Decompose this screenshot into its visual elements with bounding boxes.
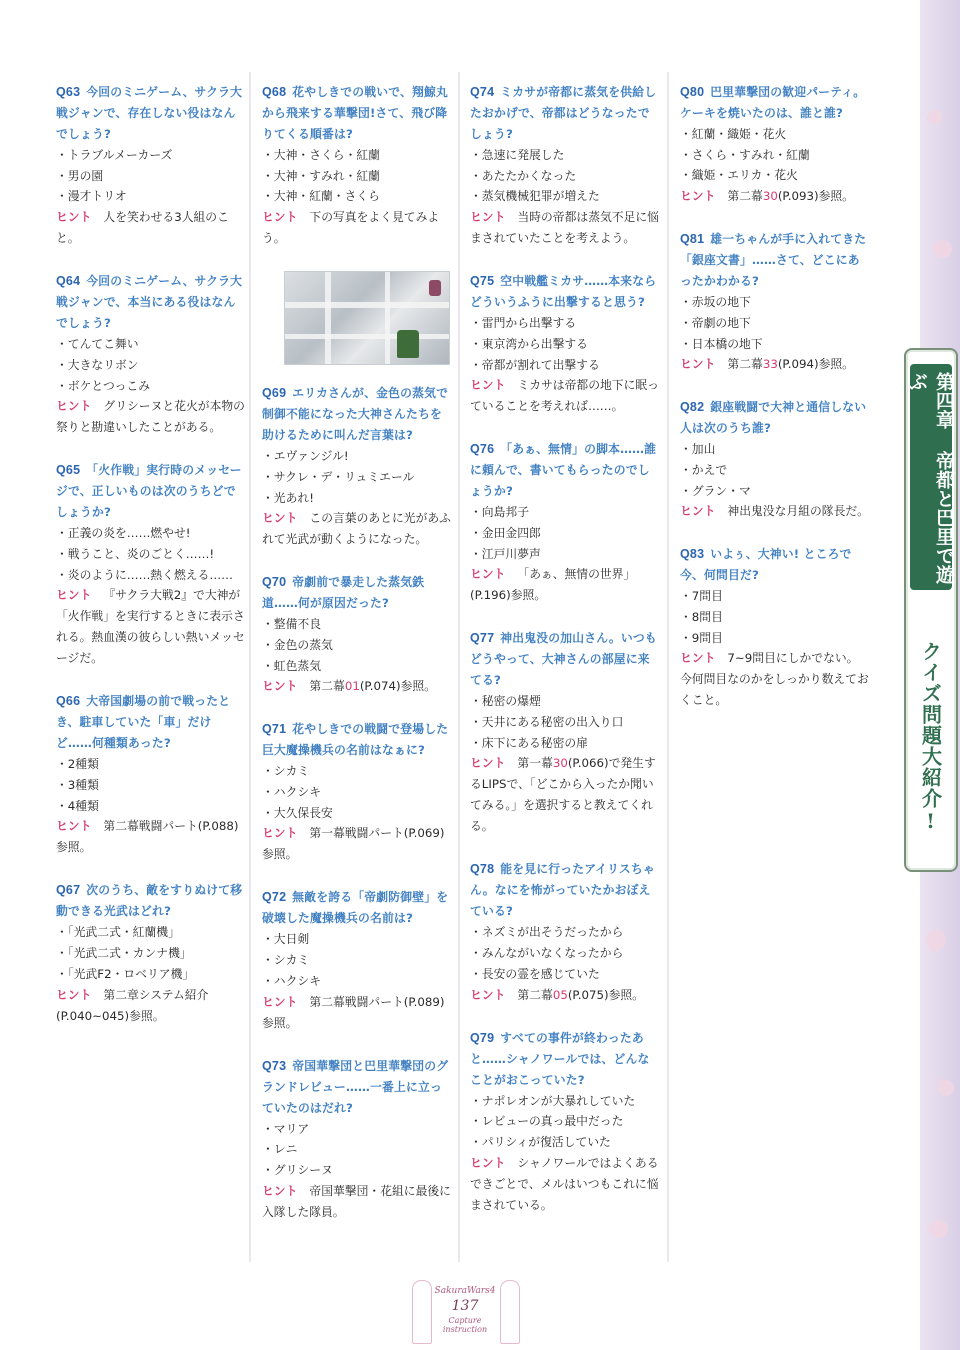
hint-text: 第一幕戦闘パート(P.069)参照。 bbox=[262, 826, 445, 862]
hint-label: ヒント bbox=[56, 210, 92, 225]
hint-text: 第一幕 bbox=[517, 756, 553, 771]
hint bbox=[262, 676, 452, 697]
column-divider bbox=[249, 72, 251, 1262]
chapter-tab bbox=[904, 348, 958, 872]
quiz-item bbox=[470, 82, 660, 249]
hint bbox=[680, 354, 870, 375]
question-number: Q65 bbox=[56, 463, 81, 478]
question-text bbox=[470, 271, 660, 313]
answer-option: ・9問目 bbox=[680, 630, 723, 645]
hint bbox=[680, 186, 870, 207]
question-body: エリカさんが、金色の蒸気で制御不能になった大神さんたちを助けるために叫んだ言葉は? bbox=[262, 386, 449, 443]
question-text bbox=[262, 383, 452, 446]
answer-option: ・ハクシキ bbox=[262, 973, 321, 988]
answer-option: ・マリア bbox=[262, 1121, 310, 1136]
question-number: Q68 bbox=[262, 85, 287, 99]
hint bbox=[470, 753, 660, 837]
question-number: Q74 bbox=[470, 85, 495, 99]
question-number: Q73 bbox=[262, 1058, 287, 1073]
chapter-title: 第四章 帝都と巴里で遊ぶ bbox=[906, 372, 955, 584]
question-text bbox=[56, 82, 246, 145]
hint bbox=[262, 823, 452, 865]
hint-text: ミカサは帝都の地下に眠っていることを考えれば……。 bbox=[470, 378, 659, 414]
quiz-item bbox=[262, 887, 452, 1033]
hint-label: ヒント bbox=[680, 357, 716, 372]
chapter-ref-badge: 05 bbox=[552, 987, 568, 1002]
answer-option: ・東京湾から出撃する bbox=[470, 336, 588, 351]
answer-option: ・2種類 bbox=[56, 757, 99, 772]
question-text bbox=[470, 439, 660, 502]
quiz-item bbox=[470, 271, 660, 417]
photo-mech bbox=[397, 330, 419, 358]
quiz-item bbox=[470, 439, 660, 606]
hint-text: 7~9問目にしかでない。今何問目なのかをしっかり数えておくこと。 bbox=[680, 651, 869, 708]
footer-subtitle: Capture instruction bbox=[442, 1316, 488, 1334]
question-body: 「あぁ、無情」の脚本……誰に頼んで、書いてもらったのでしょうか? bbox=[470, 442, 657, 499]
hint-text: 「あぁ、無情の世界」(P.196)参照。 bbox=[470, 567, 636, 603]
hint-label: ヒント bbox=[262, 210, 298, 225]
answer-option: ・金田金四郎 bbox=[470, 525, 541, 540]
question-number: Q80 bbox=[680, 85, 705, 99]
question-text bbox=[470, 628, 660, 691]
answer-option: ・織姫・エリカ・花火 bbox=[680, 168, 798, 183]
answer-option: ・トラブルメーカーズ bbox=[56, 148, 173, 162]
hint bbox=[262, 1181, 452, 1223]
hint-text: 下の写真をよく見てみよう。 bbox=[262, 210, 440, 246]
question-text bbox=[262, 887, 452, 929]
hint-label: ヒント bbox=[470, 756, 506, 771]
question-text bbox=[262, 1056, 452, 1119]
question-number: Q72 bbox=[262, 890, 287, 905]
hint-label: ヒント bbox=[262, 826, 298, 841]
hint-text-cont: (P.066)で発生するLIPSで、「どこから入ったか聞いてみる。」を選択すると教えてくれる。 bbox=[470, 756, 656, 834]
answer-option: ・あたたかくなった bbox=[470, 168, 577, 183]
hint-text: 神出鬼没な月組の隊長だ。 bbox=[727, 504, 869, 519]
hint-label: ヒント bbox=[262, 679, 298, 694]
hint bbox=[56, 207, 246, 249]
page-number: 137 bbox=[451, 1298, 479, 1314]
hint-text-cont: (P.075)参照。 bbox=[567, 987, 644, 1002]
question-body: すべての事件が終わったあと……シャノワールでは、どんなことがおこっていた? bbox=[470, 1030, 650, 1087]
question-number: Q69 bbox=[262, 386, 287, 401]
quiz-item bbox=[56, 271, 246, 438]
hint-text-cont: (P.074)参照。 bbox=[359, 679, 436, 694]
answer-option: ・かえで bbox=[680, 462, 728, 477]
question-text bbox=[680, 544, 870, 586]
answer-option: ・帝劇の地下 bbox=[680, 315, 751, 330]
answer-option: ・床下にある秘密の扉 bbox=[470, 735, 588, 750]
answer-option: ・蒸気機械犯罪が増えた bbox=[470, 189, 600, 204]
question-text bbox=[680, 82, 870, 124]
quiz-item bbox=[680, 229, 870, 375]
answer-option: ・帝都が割れて出撃する bbox=[470, 357, 600, 372]
hint bbox=[470, 1153, 660, 1216]
hint bbox=[56, 985, 246, 1027]
question-body: 大帝国劇場の前で戦ったとき、駐車していた「車」だけど……何種類あった? bbox=[56, 694, 231, 751]
answer-option: ・虹色蒸気 bbox=[262, 658, 321, 673]
question-text bbox=[680, 229, 870, 292]
question-text bbox=[262, 82, 452, 145]
answer-option: ・大日剣 bbox=[262, 932, 310, 947]
section-title: クイズ問題大紹介! bbox=[918, 640, 943, 834]
answer-option: ・加山 bbox=[680, 442, 716, 457]
question-number: Q75 bbox=[470, 274, 495, 289]
question-body: 「火作戦」実行時のメッセージで、正しいものは次のうちどでしょうか? bbox=[56, 463, 242, 520]
question-body: 無敵を誇る「帝劇防御壁」を破壊した魔操機兵の名前は? bbox=[262, 890, 449, 926]
hint-label: ヒント bbox=[262, 1183, 298, 1198]
hint-text: 第二幕戦闘パート(P.089)参照。 bbox=[262, 994, 445, 1030]
question-number: Q81 bbox=[680, 232, 705, 247]
answer-option: ・みんながいなくなったから bbox=[470, 946, 624, 961]
answer-option: ・光あれ! bbox=[262, 490, 314, 505]
hint bbox=[470, 375, 660, 417]
answer-option: ・漫才トリオ bbox=[56, 189, 127, 204]
hint bbox=[470, 985, 660, 1006]
hint-text: この言葉のあとに光があふれて光武が動くようになった。 bbox=[262, 511, 451, 547]
question-body: 今回のミニゲーム、サクラ大戦ジャンで、本当にある役はなんでしょう? bbox=[56, 274, 243, 331]
quiz-item bbox=[262, 383, 452, 550]
answer-option: ・「光武二式・カンナ機」 bbox=[56, 946, 192, 961]
answer-option: ・江戸川夢声 bbox=[470, 546, 541, 561]
answer-option: ・紅蘭・織姫・花火 bbox=[680, 127, 787, 141]
footer-figure-left bbox=[412, 1280, 432, 1344]
hint bbox=[262, 992, 452, 1034]
photo-road bbox=[285, 334, 449, 339]
question-number: Q63 bbox=[56, 85, 81, 99]
answer-option: ・金色の蒸気 bbox=[262, 637, 333, 652]
quiz-item bbox=[262, 82, 452, 249]
photo-road bbox=[285, 302, 449, 308]
quiz-item bbox=[262, 1056, 452, 1223]
hint-text: 当時の帝都は蒸気不足に悩まされていたことを考えよう。 bbox=[470, 210, 659, 246]
quiz-item bbox=[56, 82, 246, 249]
hint-text: グリシーヌと花火が本物の祭りと勘違いしたことがある。 bbox=[56, 399, 245, 435]
hint-label: ヒント bbox=[470, 210, 506, 225]
hint bbox=[262, 207, 452, 249]
quiz-item bbox=[680, 397, 870, 522]
hint bbox=[56, 396, 246, 438]
answer-option: ・整備不良 bbox=[262, 617, 321, 632]
quiz-item bbox=[470, 1028, 660, 1216]
answer-option: ・大神・さくら・紅蘭 bbox=[262, 148, 380, 162]
hint-label: ヒント bbox=[470, 1155, 506, 1170]
answer-option: ・レビューの真っ最中だった bbox=[470, 1114, 624, 1129]
question-text bbox=[470, 82, 660, 145]
answer-option: ・急速に発展した bbox=[470, 148, 565, 162]
hint-label: ヒント bbox=[470, 378, 506, 393]
hint-text: 第二幕 bbox=[727, 357, 763, 372]
footer-figure-right bbox=[500, 1280, 520, 1344]
answer-option: ・日本橋の地下 bbox=[680, 336, 763, 351]
answer-option: ・大久保長安 bbox=[262, 805, 333, 820]
question-number: Q76 bbox=[470, 442, 495, 457]
hint bbox=[470, 207, 660, 249]
answer-option: ・男の園 bbox=[56, 168, 104, 183]
question-text bbox=[470, 1028, 660, 1091]
question-body: 帝劇前で暴走した蒸気鉄道……何が原因だった? bbox=[262, 575, 425, 611]
answer-option: ・3種類 bbox=[56, 778, 99, 793]
answer-option: ・シカミ bbox=[262, 953, 310, 968]
answer-option: ・大神・すみれ・紅蘭 bbox=[262, 168, 380, 183]
answer-option: ・7問目 bbox=[680, 589, 723, 604]
question-text bbox=[262, 572, 452, 614]
column-divider bbox=[458, 72, 460, 1262]
question-number: Q70 bbox=[262, 575, 287, 590]
answer-option: ・ボケとつっこみ bbox=[56, 378, 151, 393]
question-body: 銀座戦闘で大神と通信しない人は次のうち誰? bbox=[680, 400, 867, 436]
photo-road bbox=[385, 272, 390, 364]
quiz-item bbox=[262, 572, 452, 697]
question-body: 神出鬼没の加山さん。いつもどうやって、大神さんの部屋に来てる? bbox=[470, 631, 657, 688]
question-body: 花やしきでの戦いで、翔鯨丸から飛来する華撃団!さて、飛び降りてくる順番は? bbox=[262, 85, 448, 141]
hint-label: ヒント bbox=[470, 567, 506, 582]
answer-option: ・正義の炎を……燃やせ! bbox=[56, 526, 191, 541]
answer-option: ・てんてこ舞い bbox=[56, 337, 139, 352]
question-body: いよぅ、大神い! ところで今、何問目だ? bbox=[680, 547, 852, 583]
answer-option: ・4種類 bbox=[56, 798, 99, 813]
quiz-item bbox=[680, 544, 870, 711]
answer-option: ・向島邦子 bbox=[470, 505, 529, 520]
answer-option: ・戦うこと、炎のごとく……! bbox=[56, 546, 215, 561]
question-text bbox=[56, 460, 246, 523]
question-text bbox=[262, 719, 452, 761]
hint-label: ヒント bbox=[262, 511, 298, 526]
hint bbox=[56, 585, 246, 669]
question-body: 帝国華撃団と巴里華撃団のグランドレビュー……一番上に立っていたのはだれ? bbox=[262, 1058, 449, 1115]
hint bbox=[680, 648, 870, 711]
hint-text: 帝国華撃団・花組に最後に入隊した隊員。 bbox=[262, 1183, 451, 1219]
footer-logo: SakuraWars4 bbox=[434, 1286, 496, 1296]
question-number: Q66 bbox=[56, 694, 81, 709]
answer-option: ・グリシーヌ bbox=[262, 1162, 333, 1177]
answer-option: ・秘密の爆煙 bbox=[470, 694, 541, 709]
hint bbox=[470, 564, 660, 606]
question-text bbox=[680, 397, 870, 439]
quiz-item bbox=[56, 880, 246, 1026]
quiz-item bbox=[470, 859, 660, 1005]
question-text bbox=[56, 691, 246, 754]
question-number: Q82 bbox=[680, 400, 705, 415]
question-body: 巴里華撃団の歓迎パーティ。ケーキを焼いたのは、誰と誰? bbox=[680, 85, 866, 120]
hint-text-cont: (P.093)参照。 bbox=[777, 189, 854, 204]
answer-option: ・レニ bbox=[262, 1142, 298, 1157]
photo-mech bbox=[429, 280, 441, 296]
answer-option: ・シカミ bbox=[262, 764, 310, 779]
photo-road bbox=[325, 272, 331, 364]
answer-option: ・グラン・マ bbox=[680, 483, 751, 498]
question-body: 次のうち、敵をすりぬけて移動できる光武はどれ? bbox=[56, 883, 243, 919]
hint-text-cont: (P.094)参照。 bbox=[777, 357, 854, 372]
hint-label: ヒント bbox=[56, 987, 92, 1002]
quiz-item bbox=[262, 719, 452, 865]
quiz-item bbox=[470, 628, 660, 837]
hint-label: ヒント bbox=[680, 504, 716, 519]
answer-option: ・「光武F2・ロベリア機」 bbox=[56, 966, 195, 981]
question-number: Q79 bbox=[470, 1030, 495, 1045]
hint-text: 第二幕 bbox=[309, 679, 345, 694]
hint-label: ヒント bbox=[56, 399, 92, 414]
hint bbox=[262, 508, 452, 550]
question-body: ミカサが帝都に蒸気を供給したおかげで、帝都はどうなったでしょう? bbox=[470, 85, 657, 141]
quiz-item bbox=[680, 82, 870, 207]
hint-text: 第二幕 bbox=[727, 189, 763, 204]
answer-option: ・長安の霊を感じていた bbox=[470, 966, 600, 981]
quiz-column-4 bbox=[680, 82, 870, 733]
answer-option: ・赤坂の地下 bbox=[680, 295, 751, 310]
question-body: 能を見に行ったアイリスちゃん。なにを怖がっていたかおぼえている? bbox=[470, 862, 655, 919]
hint-text: 『サクラ大戦2』で大神が「火作戦」を実行するときに表示される。熱血漢の彼らしい熱いメッセージだ。 bbox=[56, 588, 245, 666]
question-text bbox=[56, 880, 246, 922]
hint-label: ヒント bbox=[680, 651, 716, 666]
hint-label: ヒント bbox=[56, 588, 92, 603]
hint bbox=[56, 816, 246, 858]
question-body: 雄一ちゃんが手に入れてきた「銀座文書」……さて、どこにあったかわかる? bbox=[680, 232, 867, 289]
answer-option: ・「光武二式・紅蘭機」 bbox=[56, 925, 180, 940]
answer-option: ・エヴァンジル! bbox=[262, 449, 349, 464]
screenshot-image bbox=[284, 271, 450, 365]
question-number: Q71 bbox=[262, 722, 287, 737]
hint-label: ヒント bbox=[470, 987, 506, 1002]
answer-option: ・天井にある秘密の出入り口 bbox=[470, 715, 624, 730]
column-divider bbox=[667, 72, 669, 1262]
hint-text: 第二幕戦闘パート(P.088)参照。 bbox=[56, 819, 239, 855]
hint-label: ヒント bbox=[262, 994, 298, 1009]
hint-text: 第二幕 bbox=[517, 987, 553, 1002]
quiz-column-1 bbox=[56, 82, 246, 1049]
quiz-item bbox=[56, 691, 246, 858]
answer-option: ・炎のように……熱く燃える…… bbox=[56, 567, 233, 582]
chapter-ref-badge: 33 bbox=[762, 357, 778, 372]
hint-text: 人を笑わせる3人組のこと。 bbox=[56, 210, 229, 246]
answer-option: ・雷門から出撃する bbox=[470, 316, 577, 331]
hint bbox=[680, 501, 870, 522]
chapter-ref-badge: 01 bbox=[344, 679, 360, 694]
answer-option: ・ナポレオンが大暴れしていた bbox=[470, 1093, 636, 1108]
hint-label: ヒント bbox=[56, 819, 92, 834]
quiz-column-3 bbox=[470, 82, 660, 1238]
question-body: 花やしきでの戦闘で登場した巨大魔操機兵の名前はなぁに? bbox=[262, 722, 449, 758]
answer-option: ・ネズミが出そうだったから bbox=[470, 925, 624, 940]
answer-option: ・8問目 bbox=[680, 610, 723, 625]
answer-option: ・ハクシキ bbox=[262, 785, 321, 800]
answer-option: ・パリシィが復活していた bbox=[470, 1134, 611, 1149]
question-number: Q83 bbox=[680, 547, 705, 562]
answer-option: ・さくら・すみれ・紅蘭 bbox=[680, 147, 810, 162]
answer-option: ・大きなリボン bbox=[56, 357, 139, 372]
question-number: Q67 bbox=[56, 883, 81, 898]
hint-label: ヒント bbox=[680, 189, 716, 204]
chapter-ref-badge: 30 bbox=[552, 756, 568, 771]
question-text bbox=[56, 271, 246, 334]
answer-option: ・サクレ・デ・リュミエール bbox=[262, 469, 415, 484]
question-text bbox=[470, 859, 660, 922]
question-body: 空中戦艦ミカサ……本来ならどういうふうに出撃すると思う? bbox=[470, 274, 657, 310]
question-body: 今回のミニゲーム、サクラ大戦ジャンで、存在しない役はなんでしょう? bbox=[56, 85, 243, 141]
answer-option: ・大神・紅蘭・さくら bbox=[262, 189, 380, 204]
quiz-column-2 bbox=[262, 82, 452, 1245]
question-number: Q77 bbox=[470, 631, 495, 646]
chapter-ref-badge: 30 bbox=[762, 189, 778, 204]
quiz-item bbox=[56, 460, 246, 669]
hint-text: シャノワールではよくあるできごとで、メルはいつもこれに悩まされている。 bbox=[470, 1155, 659, 1212]
question-number: Q78 bbox=[470, 862, 495, 877]
question-number: Q64 bbox=[56, 274, 81, 289]
hint-text: 第二章システム紹介(P.040~045)参照。 bbox=[56, 987, 209, 1023]
